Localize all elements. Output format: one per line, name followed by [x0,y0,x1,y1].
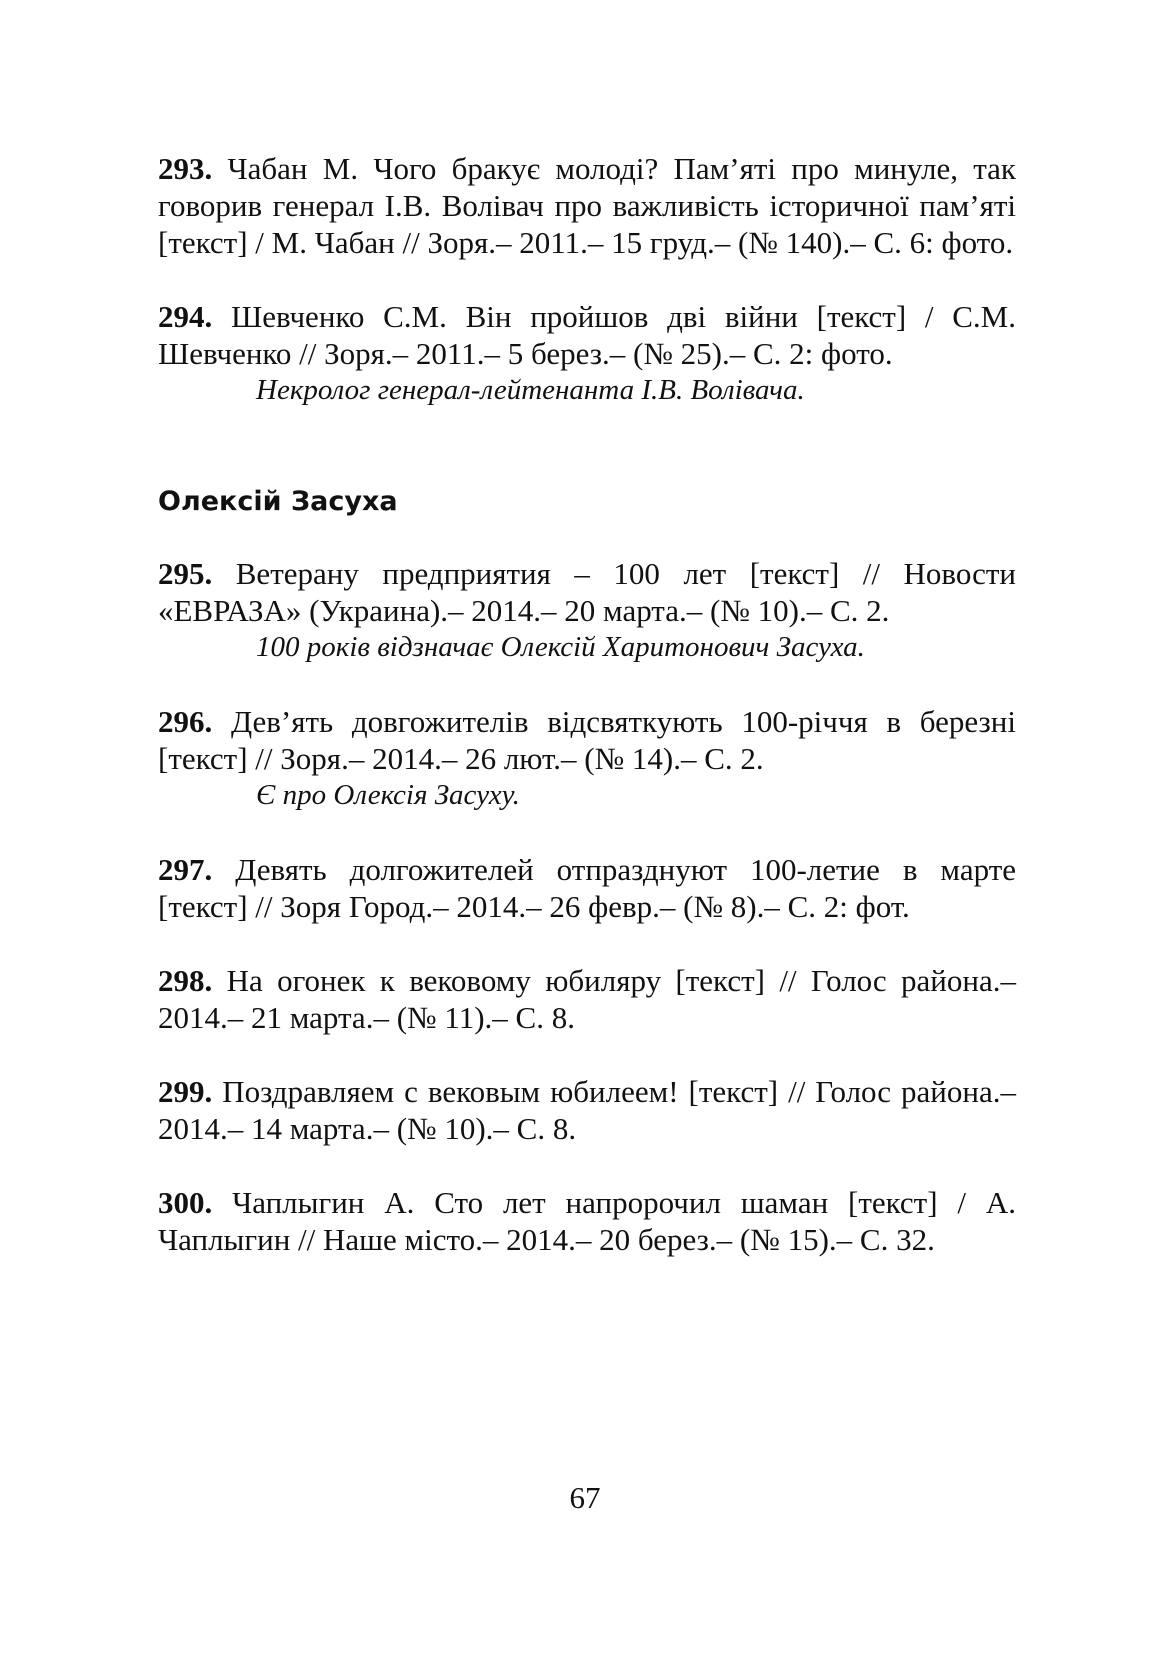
entry-text: Чабан М. Чого бракує молоді? Пам’яті про минуле, так говорив генерал І.В. Волівач про важливість історичної пам’яті [текст] / М. Чабан // Зоря.– 2011.– 15 груд.– (№ 140).– С. 6: фото. [158,151,1016,260]
bibliography-entry-297 [158,851,1016,925]
entry-number: 295. [158,556,213,591]
entry-number: 300. [158,1185,213,1220]
bibliography-entry-300 [158,1184,1016,1258]
entry-number: 296. [158,704,213,739]
spacer [158,666,1016,703]
bibliography-entry-293 [158,150,1016,261]
entry-number: 293. [158,151,213,186]
entry-text: Чаплыгин А. Сто лет напророчил шаман [текст] / А. Чаплыгин // Наше місто.– 2014.– 20 берез.– (№ 15).– С. 32. [158,1185,1016,1257]
entry-number: 297. [158,852,213,887]
entry-annotation: Некролог генерал-лейтенанта І.В. Волівача. [256,374,805,406]
bibliography-entry-295 [158,555,1016,629]
entry-text: Поздравляем с вековым юбилеем! [текст] // Голос района.– 2014.– 14 марта.– (№ 10).– С. 8. [158,1074,1016,1146]
spacer [158,409,1016,483]
spacer [158,1147,1016,1184]
entry-text: Шевченко С.М. Він пройшов дві війни [текст] / С.М. Шевченко // Зоря.– 2011.– 5 берез.– (№ 25).– С. 2: фото. [158,299,1016,371]
entry-text: Ветерану предприятия – 100 лет [текст] // Новости «ЕВРАЗА» (Украина).– 2014.– 20 марта.– (№ 10).– С. 2. [158,556,1016,628]
bibliography-entry-299 [158,1073,1016,1147]
entry-text: Девять долгожителей отпразднуют 100-летие в марте [текст] // Зоря Город.– 2014.– 26 февр.– (№ 8).– С. 2: фот. [158,852,1016,924]
bibliography-entry-296 [158,703,1016,777]
spacer [158,261,1016,298]
entry-number: 298. [158,963,213,998]
page-number: 67 [569,1480,601,1515]
entry-text: На огонек к вековому юбиляру [текст] // Голос района.– 2014.– 21 марта.– (№ 11).– С. 8. [158,963,1016,1035]
entry-annotation: 100 років відзначає Олексій Харитонович Засуха. [256,631,865,663]
bibliography-entry-294 [158,298,1016,372]
spacer [158,814,1016,851]
section-heading: Олексій Засуха [158,486,398,517]
entry-annotation: Є про Олексія Засуху. [256,779,520,811]
entry-number: 299. [158,1074,213,1109]
spacer [158,520,1016,555]
page-content [158,150,1016,1258]
spacer [158,925,1016,962]
entry-text: Дев’ять довгожителів відсвяткують 100-річчя в березні [текст] // Зоря.– 2014.– 26 лют.– (№ 14).– С. 2. [158,704,1016,776]
spacer [158,1036,1016,1073]
entry-number: 294. [158,299,213,334]
bibliography-entry-298 [158,962,1016,1036]
